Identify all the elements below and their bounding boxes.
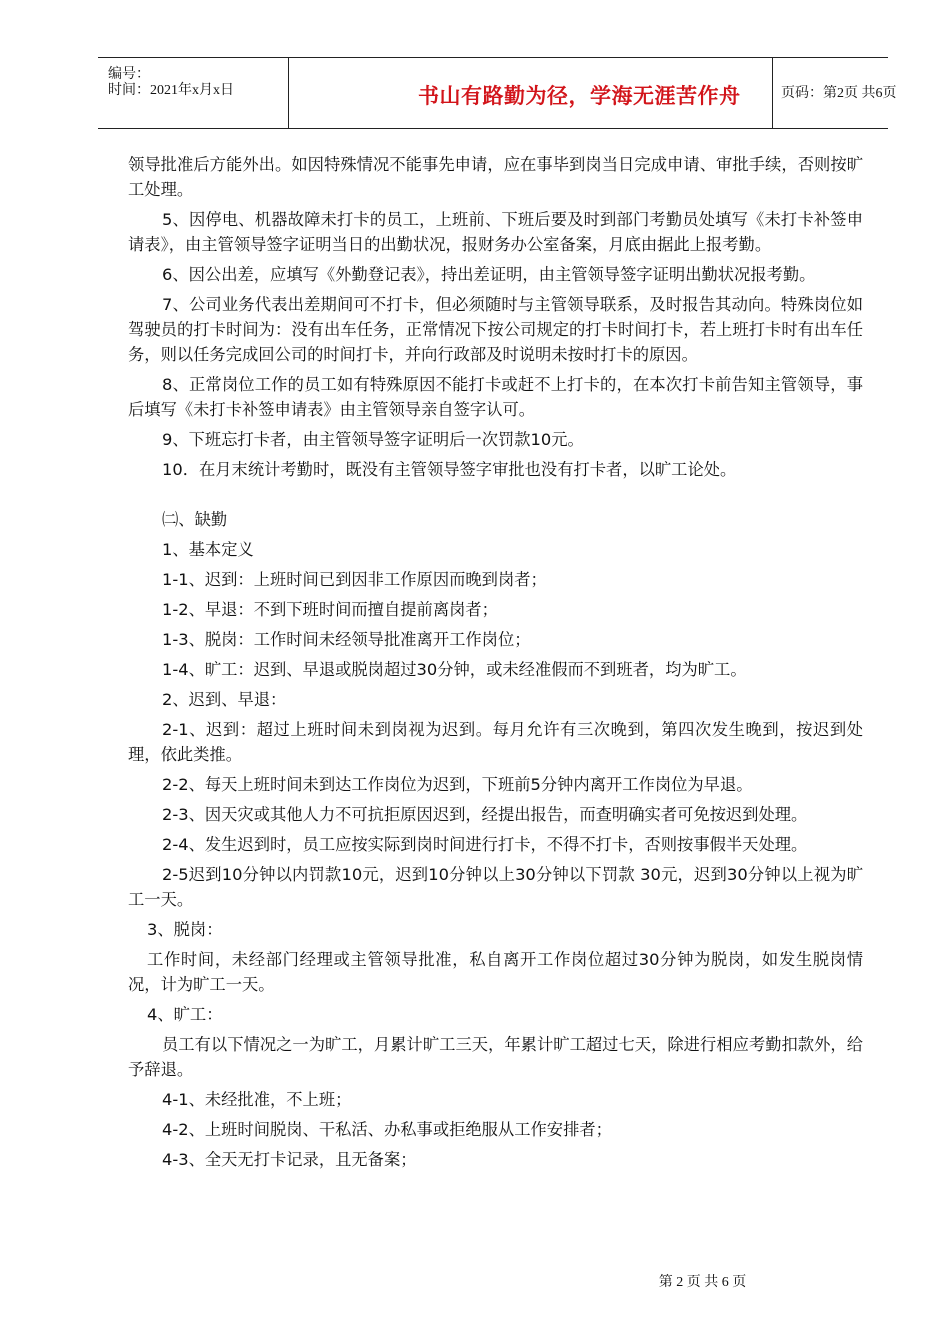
page-header [98,57,897,129]
paragraph: 2-4、发生迟到时，员工应按实际到岗时间进行打卡，不得不打卡，否则按事假半天处理。 [162,835,808,854]
paragraph: 领导批准后方能外出。如因特殊情况不能事先申请，应在事毕到岗当日完成申请、审批手续，否则按旷工处理。 [128,155,863,199]
paragraph: 4-2、上班时间脱岗、干私活、办私事或拒绝服从工作安排者； [162,1120,612,1139]
paragraph: 1-3、脱岗：工作时间未经领导批准离开工作岗位； [162,630,531,649]
paragraph: 3、脱岗： [147,920,223,939]
paragraph: 7、公司业务代表出差期间可不打卡，但必须随时与主管领导联系，及时报告其动向。特殊岗位如驾驶员的打卡时间为：没有出车任务，正常情况下按公司规定的打卡时间打卡，若上班打卡时有出车任务，则以任务完成回公司的时间打卡，并向行政部及时说明未按时打卡的原因。 [128,295,863,364]
paragraph: 2-1、迟到：超过上班时间未到岗视为迟到。每月允许有三次晚到，第四次发生晚到，按迟到处理，依此类推。 [128,720,863,764]
paragraph: 2-2、每天上班时间未到达工作岗位为迟到，下班前5分钟内离开工作岗位为早退。 [162,775,753,794]
paragraph: 1-2、早退：不到下班时间而擅自提前离岗者； [162,600,498,619]
paragraph: 9、下班忘打卡者，由主管领导签字证明后一次罚款10元。 [162,430,584,449]
paragraph: 5、因停电、机器故障未打卡的员工，上班前、下班后要及时到部门考勤员处填写《未打卡补签申请表》，由主管领导签字证明当日的出勤状况，报财务办公室备案，月底由据此上报考勤。 [128,210,863,254]
paragraph: 10．在月末统计考勤时，既没有主管领导签字审批也没有打卡者，以旷工论处。 [162,460,737,479]
header-motto-cell [288,58,773,128]
header-page-cell [772,58,897,128]
page-footer [0,1271,950,1291]
header-meta [98,58,288,128]
header-motto: 书山有路勤为径，学海无涯苦作舟 [418,83,741,108]
paragraph: 6、因公出差，应填写《外勤登记表》，持出差证明，由主管领导签字证明出勤状况报考勤。 [162,265,816,284]
footer-page-number: 第 2 页 共 6 页 [658,1275,747,1290]
paragraph: 2-3、因天灾或其他人力不可抗拒原因迟到，经提出报告，而查明确实者可免按迟到处理。 [162,805,808,824]
document-number-label: 编号： [108,67,150,82]
paragraph: 4-3、全天无打卡记录，且无备案； [162,1150,417,1169]
paragraph: 4、旷工： [147,1005,223,1024]
paragraph-spacer [128,487,863,507]
paragraph: 工作时间，未经部门经理或主管领导批准，私自离开工作岗位超过30分钟为脱岗，如发生脱岗情况，计为旷工一天。 [128,950,863,994]
paragraph: ㈡、缺勤 [162,510,228,529]
paragraph: 员工有以下情况之一为旷工，月累计旷工三天，年累计旷工超过七天，除进行相应考勤扣款外，给予辞退。 [128,1035,863,1079]
document-body [128,152,863,1177]
paragraph: 1-1、迟到：上班时间已到因非工作原因而晚到岗者； [162,570,547,589]
paragraph: 2、迟到、早退： [162,690,287,709]
paragraph: 8、正常岗位工作的员工如有特殊原因不能打卡或赶不上打卡的，在本次打卡前告知主管领导，事后填写《未打卡补签申请表》由主管领导亲自签字认可。 [128,375,863,419]
document-time-label: 时间：2021年x月x日 [108,83,234,98]
header-page-label: 页码：第2页 共6页 [781,86,897,101]
paragraph: 2-5迟到10分钟以内罚款10元，迟到10分钟以上30分钟以下罚款 30元，迟到30分钟以上视为旷工一天。 [128,865,863,909]
paragraph: 1-4、旷工：迟到、早退或脱岗超过30分钟，或未经准假而不到班者，均为旷工。 [162,660,747,679]
paragraph: 1、基本定义 [162,540,254,559]
paragraph: 4-1、未经批准，不上班； [162,1090,352,1109]
